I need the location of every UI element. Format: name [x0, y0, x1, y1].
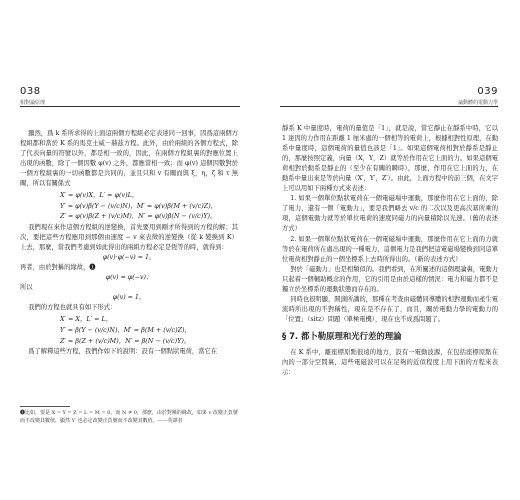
equation: Z′ = φ(v)β(Z + (v/c)M)，N′ = φ(v)β(N − (v/c)Y)。 — [60, 212, 217, 221]
running-head: 相對論原理 — [20, 100, 46, 106]
right-page — [260, 0, 520, 500]
equation: φ(v) = φ(−v)； — [105, 274, 153, 282]
running-head: 論動體的電動力學 — [457, 100, 498, 106]
paragraph: 靜系 K 中量度時，電荷的量值是「1」，就是說，當它靜止在靜系中時，它以 1 達因的力作用在距離 1 厘米處的一個相等的電荷上，根據相對性原理，在動系中量度時，這個電荷的量值也該是「1」。如果這個電荷相對於靜系是靜止的，那麼按照定義，向量（X，Y，Z）就等於作用在它上面的力。如果這個電荷相對於動系是靜止的（至少在有關的瞬時），那麼，作用在它上面的力，在動系中量出來是等於向量（X′，Y′，Z′）。由此，上面方程中的前三個，在文字上可以用如下兩種方式來表述： — [282, 125, 498, 193]
footnote-rule — [20, 406, 70, 407]
equation: φ(v)·φ(−v) = 1。 — [102, 254, 156, 262]
section-heading: § 7. 都卜勒原理和光行差的理論 — [282, 330, 402, 341]
paragraph: 爲了解釋這些方程，我們作如下的說明：設有一個點狀電荷，當它在 — [28, 348, 218, 356]
paragraph: 同時也很明顯，開頭所講的，那種在考查由磁體同導體的相對運動而產生電流時所出現的不對稱性，現在是不存在了，而且，關於電動力學的電動力的「位置」（sitz）問題（單極電機），現在也不成爲問題了。 — [282, 295, 498, 323]
equation: Z′ = β(Z + (v/c)M)，N′ = β(N − (v/c)Y)。 — [60, 336, 191, 345]
page-number: 038 — [20, 86, 41, 97]
page-number: 039 — [477, 86, 498, 97]
equation: X′ = φ(v)X，L′ = φ(v)L， — [60, 191, 139, 200]
paragraph: 我們現在來作這個方程組的逆變換，首先要用到剛才所得到的方程的解；其次，要把這些方程應用到那個由速度 − v 來表徵的逆變換（從 k 變換到 K）上去，那麼，當我們考慮到如此得出的兩組方程必定是恆等的時，就得到： — [20, 224, 238, 252]
paragraph: 再者，由於對稱的緣故，❶ — [20, 264, 96, 272]
body-text — [282, 124, 498, 378]
equation-block — [60, 190, 238, 222]
equation: Y′ = β(Y − (v/c)N)，M′ = β(M + (v/c)Z)， — [60, 326, 191, 335]
header-rule — [280, 106, 498, 107]
paragraph: 在 K 系中，離座標原點很遠的地方，設有一電動波源，在包括座標原點在內的一部分空間裏，這些電磁波可以在足夠的近似程度上用下面的方程來表示： — [282, 348, 498, 377]
body-text — [20, 129, 238, 357]
equation: Y′ = φ(v)β(Y − (v/c)N)，M′ = φ(v)β(M + (v/c)Z)， — [60, 201, 218, 210]
equation-block — [60, 314, 238, 346]
paragraph: 對於「磁動力」也是相類似的。我們看到，在所闡述的這個理論裏，電動力只起着一個輔助概念的作用，它的引用是由於這樣的情況：電力和磁力都不是獨立於坐標系的運動狀態而存在的。 — [282, 265, 498, 293]
paragraph: 所以 — [20, 284, 33, 292]
list-item: 1. 如果一個單位點狀電荷在一個電磁場中運動，那麼作用在它上面的，除了電力，還有一個「電動力」，要是我們略去 v/c 的二次以及更高次冪所乘的項，這個電動力就等於單位電荷的速度同磁力的向量積除以光速。（舊的表述方式） — [282, 195, 498, 233]
equation: X′ = X，L′ = L， — [60, 315, 113, 324]
footnote: ❶比如，要是 X = Y = Z = L = M = 0，而 N ≠ 0，那麼，由於對稱的緣故，如果 v 改變正負號而不改變其數值，顯然 Y′ 也必定改變正負號而不改變其數值。——英譯者 — [20, 410, 238, 424]
paragraph: 我們的方程也就具有如下形式： — [28, 304, 117, 312]
equation: φ(v) = 1， — [112, 294, 146, 302]
paragraph: 顯然，爲 k 系所求得的上面這兩個方程組必定表達同一回事，因爲這兩個方程組都和當於 K 系的馬克士威－赫茲方程。此外，由於兩組的各個方程式，除了代表向量的符號以外，都是相一致的，因此，在兩個方程組裏的對應位置上出現的函數，除了一個因數 φ(v) 之外，都應當相一致；而 φ(v) 這個因數對於一個方程組裏的一切函數都是共同的，並且只和 v 有關而與 ξ，η，ζ 和 τ 無關，所以有關係式 — [20, 130, 238, 188]
list-item: 2. 如果一個單位點狀電荷在一個電磁場中運動，那麼作用在它上面的力就等於在電荷所在處出現的一種電力，這個電力是我們把這電磁場變換到同這單位電荷相對靜止的一個坐標系上去時所得出的。（新的表述方式） — [282, 235, 498, 263]
header-rule — [20, 106, 240, 107]
